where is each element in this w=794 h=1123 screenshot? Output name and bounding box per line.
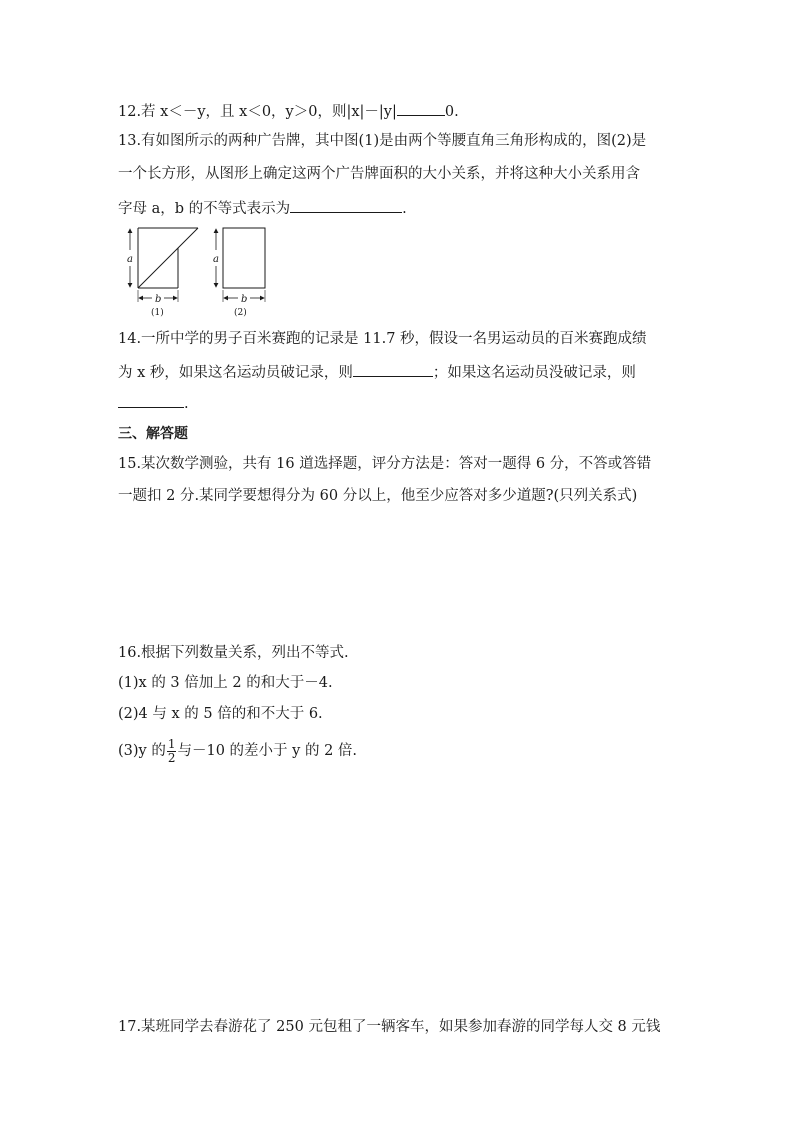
q16-item-1: (1)x 的 3 倍加上 2 的和大于－4. bbox=[118, 675, 333, 691]
q14-text-mid: ；如果这名运动员没破记录，则 bbox=[432, 365, 636, 381]
q13-line-2: 一个长方形，从图形上确定这两个广告牌面积的大小关系，并将这种大小关系用含 bbox=[118, 166, 640, 182]
q14-line-3 bbox=[118, 392, 189, 414]
q17-line-1: 17.某班同学去春游花了 250 元包租了一辆客车，如果参加春游的同学每人交 8 元钱 bbox=[118, 1019, 661, 1035]
fraction-numerator: 1 bbox=[167, 736, 176, 751]
q16-title: 16.根据下列数量关系，列出不等式. bbox=[118, 645, 349, 661]
q14-answer-blank-2[interactable] bbox=[118, 392, 184, 408]
q14-text: 为 x 秒，如果这名运动员破记录，则 bbox=[118, 365, 353, 381]
fraction-denominator: 2 bbox=[167, 750, 176, 765]
fig1-side-label: a bbox=[127, 254, 133, 265]
q13-answer-blank[interactable] bbox=[290, 197, 402, 213]
fig1-caption: (1) bbox=[151, 308, 164, 318]
q13-text: 字母 a，b 的不等式表示为 bbox=[118, 201, 291, 217]
fig2-caption: (2) bbox=[234, 308, 247, 318]
q13-line-1: 13.有如图所示的两种广告牌，其中图(1)是由两个等腰直角三角形构成的，图(2)是 bbox=[118, 133, 647, 149]
q15-line-2: 一题扣 2 分.某同学要想得分为 60 分以上，他至少应答对多少道题?(只列关系式) bbox=[118, 488, 638, 504]
q16-item-2: (2)4 与 x 的 5 倍的和不大于 6. bbox=[118, 706, 323, 722]
q14-line-1: 14.一所中学的男子百米赛跑的记录是 11.7 秒，假设一名男运动员的百米赛跑成绩 bbox=[118, 331, 647, 347]
q12-line bbox=[118, 100, 459, 122]
q15-line-1: 15.某次数学测验，共有 16 道选择题，评分方法是：答对一题得 6 分，不答或答错 bbox=[118, 456, 652, 472]
fig2-bottom-label: b bbox=[241, 294, 248, 305]
fig2-side-label: a bbox=[213, 254, 219, 265]
q16-item-3 bbox=[118, 736, 357, 766]
billboard-figure bbox=[118, 224, 278, 320]
q13-text-end: . bbox=[402, 201, 407, 217]
q16-item-3-text: (3)y 的 bbox=[118, 743, 166, 759]
q14-answer-blank-1[interactable] bbox=[353, 361, 433, 377]
q14-text-end: . bbox=[184, 396, 189, 412]
one-half-fraction bbox=[167, 738, 177, 765]
figure-1 bbox=[127, 228, 198, 318]
fig1-bottom-label: b bbox=[155, 294, 162, 305]
figure-2 bbox=[213, 228, 265, 318]
section-heading: 三、解答题 bbox=[118, 426, 188, 442]
q12-answer-blank[interactable] bbox=[397, 100, 445, 116]
q16-item-3-text-end: 与－10 的差小于 y 的 2 倍. bbox=[177, 743, 358, 759]
q12-text-end: 0. bbox=[444, 104, 459, 120]
q14-line-2 bbox=[118, 361, 636, 383]
q12-text: 12.若 x＜－y，且 x＜0，y＞0，则|x|－|y| bbox=[118, 104, 397, 120]
q13-line-3 bbox=[118, 197, 407, 219]
